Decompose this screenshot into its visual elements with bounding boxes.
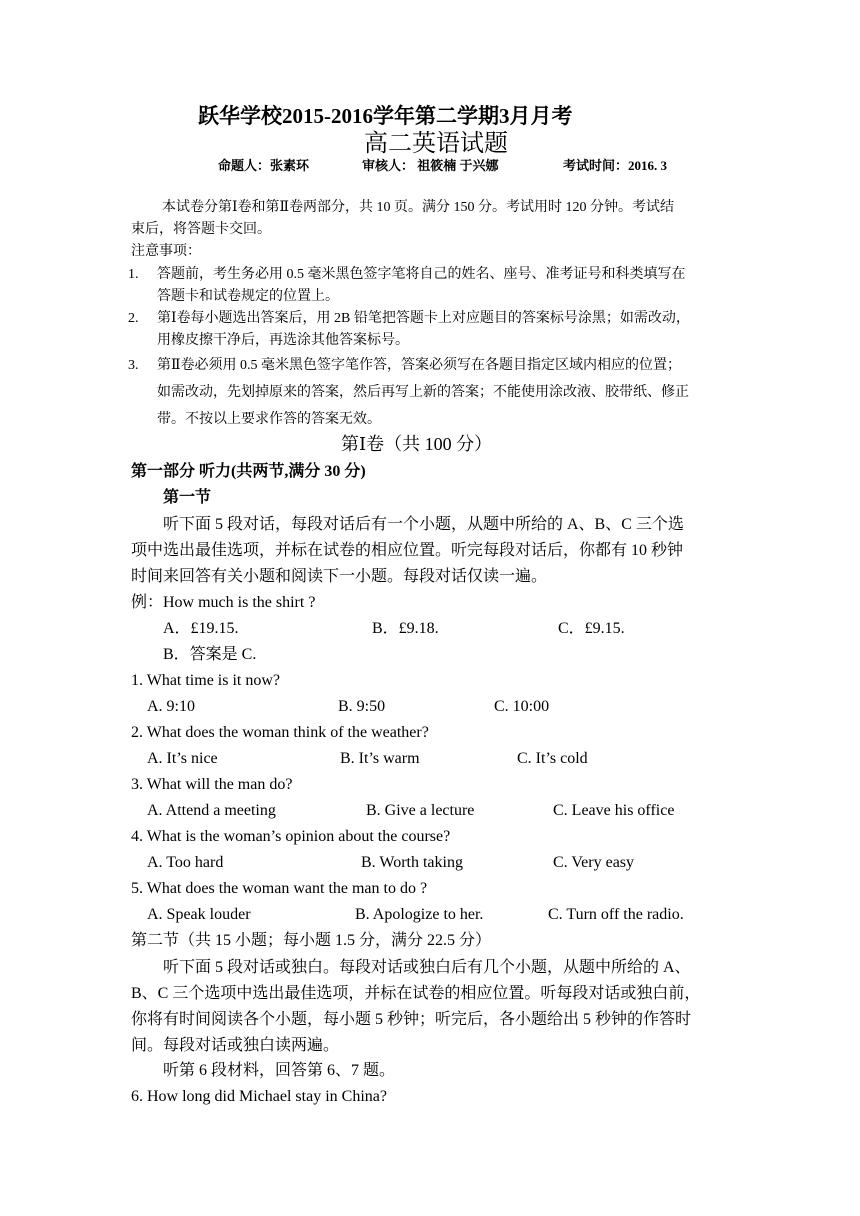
- question: 1. What time is it now?: [131, 672, 281, 689]
- instruction-line: 听下面 5 段对话或独白。每段对话或独白后有几个小题，从题中所给的 A、: [163, 959, 691, 976]
- option-b: B. It’s warm: [340, 750, 420, 767]
- section1-heading: 第一节: [163, 489, 212, 506]
- section2-heading: 第二节（共 15 小题；每小题 1.5 分，满分 22.5 分）: [131, 932, 492, 949]
- option-c: C. It’s cold: [517, 750, 588, 767]
- note-text: 如需改动，先划掉原来的答案，然后再写上新的答案；不能使用涂改液、胶带纸、修正: [157, 385, 689, 400]
- note-text: 第Ⅱ卷必须用 0.5 毫米黑色签字笔作答，答案必须写在各题目指定区域内相应的位置；: [157, 358, 682, 373]
- option-a: A. It’s nice: [147, 750, 218, 767]
- note-text: 第Ⅰ卷每小题选出答案后，用 2B 铅笔把答题卡上对应题目的答案标号涂黑；如需改动，: [157, 311, 690, 326]
- option-c: C. Very easy: [553, 854, 635, 871]
- question: 6. How long did Michael stay in China?: [131, 1088, 387, 1105]
- example-option: B．£9.18.: [372, 620, 439, 637]
- instruction-line: 你将有时间阅读各个小题，每小题 5 秒钟；听完后，各小题给出 5 秒钟的作答时: [131, 1011, 692, 1028]
- exam-title: 跃华学校2015-2016学年第二学期3月月考: [198, 104, 573, 128]
- option-b: B. Worth taking: [361, 854, 463, 871]
- note-text: 用橡皮擦干净后，再选涂其他答案标号。: [157, 333, 409, 348]
- reviewer: 审核人： 祖筱楠 于兴娜: [362, 158, 499, 173]
- note-text: 带。不按以上要求作答的答案无效。: [157, 412, 381, 427]
- note-number: 3.: [128, 358, 139, 373]
- question: 5. What does the woman want the man to do ?: [131, 880, 428, 897]
- example-question: 例：How much is the shirt ?: [131, 594, 316, 611]
- example-option: A．£19.15.: [163, 620, 239, 637]
- question: 4. What is the woman’s opinion about the course?: [131, 828, 451, 845]
- note-number: 1.: [128, 267, 139, 282]
- instruction-line: 听下面 5 段对话，每段对话后有一个小题，从题中所给的 A、B、C 三个选: [163, 516, 684, 533]
- question: 2. What does the woman think of the weather?: [131, 724, 429, 741]
- material-label: 听第 6 段材料，回答第 6、7 题。: [163, 1062, 396, 1079]
- option-a: A. Speak louder: [147, 906, 251, 923]
- option-c: C. 10:00: [494, 698, 550, 715]
- option-a: A. Attend a meeting: [147, 802, 276, 819]
- notes-heading: 注意事项：: [131, 244, 201, 259]
- instruction-line: 时间来回答有关小题和阅读下一小题。每段对话仅读一遍。: [131, 568, 548, 585]
- example-answer: B．答案是 C.: [163, 646, 257, 663]
- note-text: 答题卡和试卷规定的位置上。: [157, 289, 339, 304]
- exam-subtitle: 高二英语试题: [364, 131, 508, 157]
- instruction-line: 项中选出最佳选项，并标在试卷的相应位置。听完每段对话后，你都有 10 秒钟: [131, 542, 684, 559]
- note-text: 答题前，考生务必用 0.5 毫米黑色签字笔将自己的姓名、座号、准考证号和科类填写在: [157, 267, 686, 282]
- option-a: A. 9:10: [147, 698, 195, 715]
- option-c: C. Leave his office: [553, 802, 675, 819]
- instruction-line: 间。每段对话或独白读两遍。: [131, 1037, 340, 1054]
- instruction-line: B、C 三个选项中选出最佳选项，并标在试卷的相应位置。听每段对话或独白前，: [131, 985, 701, 1002]
- option-b: B. Apologize to her.: [355, 906, 484, 923]
- intro-line: 束后，将答题卡交回。: [131, 222, 271, 237]
- exam-time: 考试时间：2016. 3: [563, 158, 668, 173]
- note-number: 2.: [128, 311, 139, 326]
- question: 3. What will the man do?: [131, 776, 293, 793]
- volume-heading: 第Ⅰ卷（共 100 分）: [341, 434, 493, 454]
- option-a: A. Too hard: [147, 854, 224, 871]
- option-b: B. Give a lecture: [366, 802, 475, 819]
- option-c: C. Turn off the radio.: [548, 906, 684, 923]
- option-b: B. 9:50: [338, 698, 386, 715]
- part1-heading: 第一部分 听力(共两节,满分 30 分): [131, 463, 366, 480]
- example-option: C．£9.15.: [558, 620, 625, 637]
- author: 命题人：张素环: [218, 158, 310, 173]
- intro-line: 本试卷分第Ⅰ卷和第Ⅱ卷两部分，共 10 页。满分 150 分。考试用时 120 分钟。考试结: [162, 200, 675, 215]
